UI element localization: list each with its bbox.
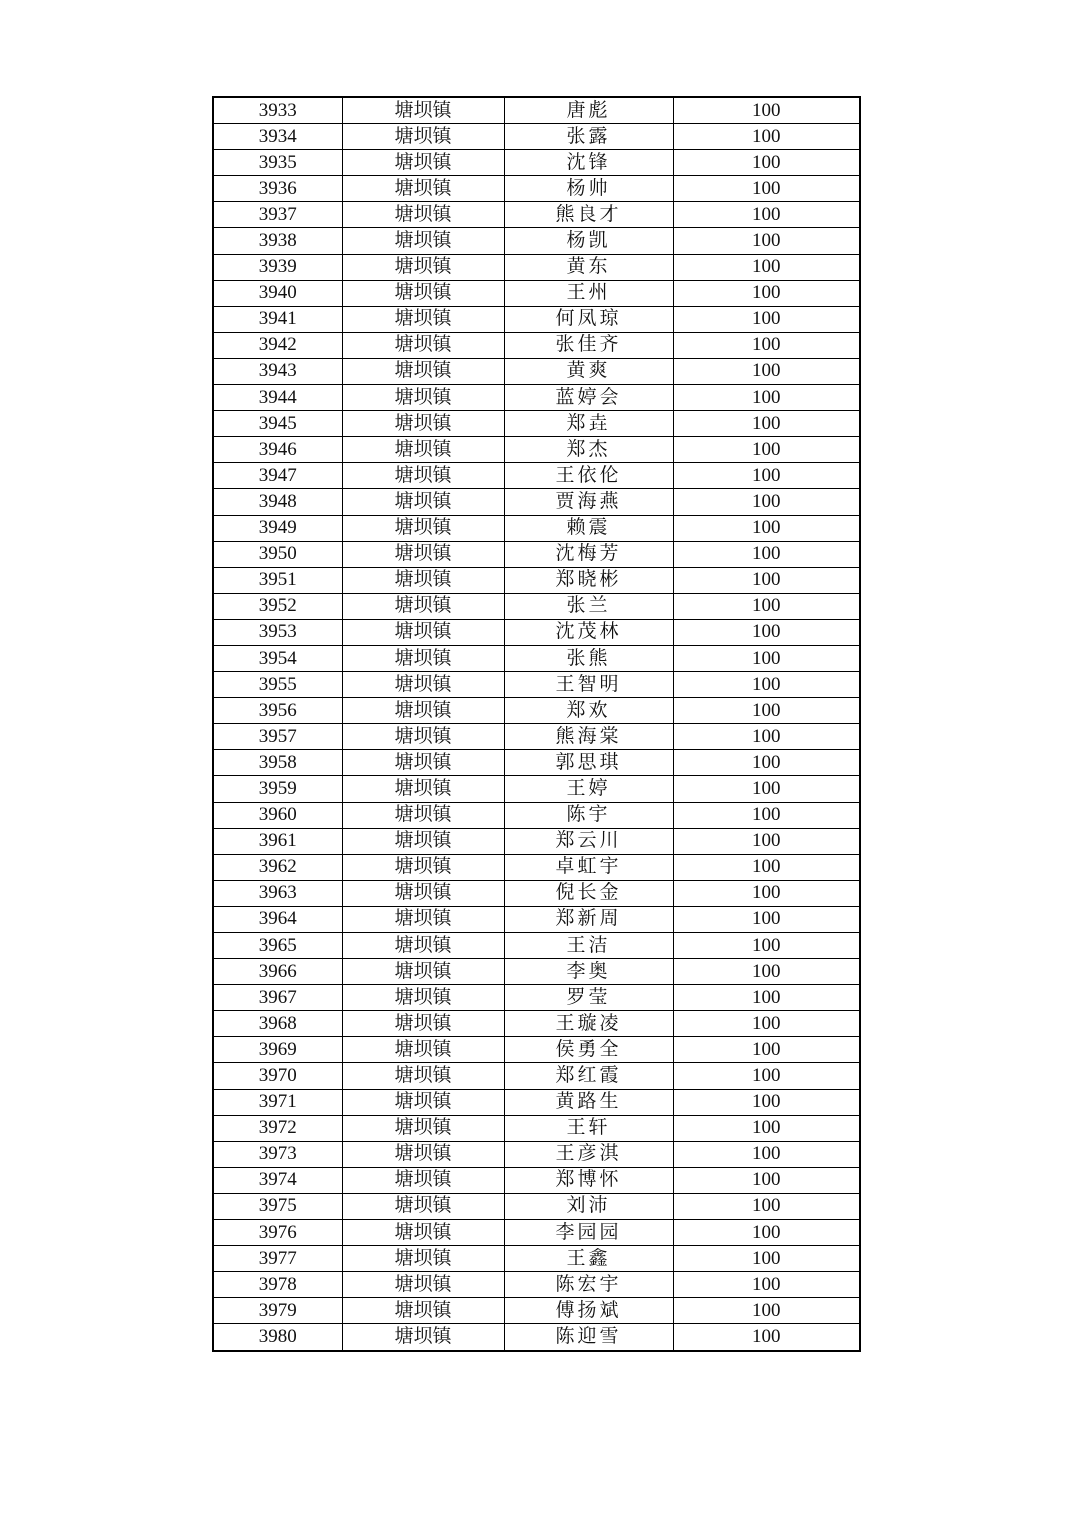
name-cell: 黄路生 (504, 1089, 673, 1115)
amount-cell: 100 (673, 1115, 860, 1141)
amount-cell: 100 (673, 933, 860, 959)
table-row (213, 489, 860, 515)
serial-number-cell: 3959 (213, 776, 342, 802)
table-row (213, 1141, 860, 1167)
serial-number-cell: 3980 (213, 1324, 342, 1351)
serial-number-cell: 3952 (213, 593, 342, 619)
serial-number-cell: 3971 (213, 1089, 342, 1115)
town-cell: 塘坝镇 (342, 1272, 504, 1298)
town-cell: 塘坝镇 (342, 385, 504, 411)
town-cell: 塘坝镇 (342, 1167, 504, 1193)
serial-number-cell: 3968 (213, 1011, 342, 1037)
table-row (213, 1167, 860, 1193)
amount-cell: 100 (673, 750, 860, 776)
town-cell: 塘坝镇 (342, 306, 504, 332)
amount-cell: 100 (673, 280, 860, 306)
serial-number-cell: 3954 (213, 645, 342, 671)
amount-cell: 100 (673, 802, 860, 828)
name-cell: 倪长金 (504, 880, 673, 906)
name-cell: 张熊 (504, 645, 673, 671)
town-cell: 塘坝镇 (342, 1011, 504, 1037)
serial-number-cell: 3960 (213, 802, 342, 828)
table-row (213, 1089, 860, 1115)
town-cell: 塘坝镇 (342, 254, 504, 280)
serial-number-cell: 3951 (213, 567, 342, 593)
town-cell: 塘坝镇 (342, 228, 504, 254)
name-cell: 张兰 (504, 593, 673, 619)
town-cell: 塘坝镇 (342, 645, 504, 671)
serial-number-cell: 3934 (213, 124, 342, 150)
town-cell: 塘坝镇 (342, 541, 504, 567)
amount-cell: 100 (673, 150, 860, 176)
table-row (213, 698, 860, 724)
name-cell: 郑垚 (504, 411, 673, 437)
table-row (213, 776, 860, 802)
serial-number-cell: 3972 (213, 1115, 342, 1141)
serial-number-cell: 3961 (213, 828, 342, 854)
table-row (213, 385, 860, 411)
amount-cell: 100 (673, 698, 860, 724)
town-cell: 塘坝镇 (342, 985, 504, 1011)
name-cell: 罗莹 (504, 985, 673, 1011)
town-cell: 塘坝镇 (342, 176, 504, 202)
name-cell: 熊海棠 (504, 724, 673, 750)
name-cell: 郑晓彬 (504, 567, 673, 593)
town-cell: 塘坝镇 (342, 1324, 504, 1351)
town-cell: 塘坝镇 (342, 906, 504, 932)
serial-number-cell: 3977 (213, 1246, 342, 1272)
serial-number-cell: 3979 (213, 1298, 342, 1324)
table-row (213, 332, 860, 358)
name-cell: 张露 (504, 124, 673, 150)
amount-cell: 100 (673, 1167, 860, 1193)
town-cell: 塘坝镇 (342, 280, 504, 306)
name-cell: 杨凯 (504, 228, 673, 254)
table-row (213, 306, 860, 332)
name-cell: 郑云川 (504, 828, 673, 854)
name-cell: 黄东 (504, 254, 673, 280)
town-cell: 塘坝镇 (342, 515, 504, 541)
table-row (213, 1037, 860, 1063)
table-row (213, 280, 860, 306)
town-cell: 塘坝镇 (342, 880, 504, 906)
name-cell: 王鑫 (504, 1246, 673, 1272)
town-cell: 塘坝镇 (342, 124, 504, 150)
serial-number-cell: 3943 (213, 358, 342, 384)
table-row (213, 1272, 860, 1298)
town-cell: 塘坝镇 (342, 332, 504, 358)
table-row (213, 1298, 860, 1324)
table-row (213, 150, 860, 176)
table-row (213, 750, 860, 776)
town-cell: 塘坝镇 (342, 202, 504, 228)
serial-number-cell: 3946 (213, 437, 342, 463)
serial-number-cell: 3978 (213, 1272, 342, 1298)
serial-number-cell: 3969 (213, 1037, 342, 1063)
town-cell: 塘坝镇 (342, 750, 504, 776)
serial-number-cell: 3936 (213, 176, 342, 202)
amount-cell: 100 (673, 385, 860, 411)
town-cell: 塘坝镇 (342, 97, 504, 124)
amount-cell: 100 (673, 124, 860, 150)
town-cell: 塘坝镇 (342, 358, 504, 384)
name-cell: 王智明 (504, 672, 673, 698)
roster-table (212, 96, 861, 1352)
amount-cell: 100 (673, 254, 860, 280)
serial-number-cell: 3940 (213, 280, 342, 306)
serial-number-cell: 3956 (213, 698, 342, 724)
serial-number-cell: 3962 (213, 854, 342, 880)
amount-cell: 100 (673, 228, 860, 254)
amount-cell: 100 (673, 202, 860, 228)
amount-cell: 100 (673, 1324, 860, 1351)
serial-number-cell: 3975 (213, 1193, 342, 1219)
table-row (213, 1063, 860, 1089)
amount-cell: 100 (673, 1246, 860, 1272)
name-cell: 王轩 (504, 1115, 673, 1141)
table-row (213, 437, 860, 463)
amount-cell: 100 (673, 619, 860, 645)
town-cell: 塘坝镇 (342, 593, 504, 619)
town-cell: 塘坝镇 (342, 567, 504, 593)
town-cell: 塘坝镇 (342, 1246, 504, 1272)
name-cell: 沈茂林 (504, 619, 673, 645)
amount-cell: 100 (673, 437, 860, 463)
town-cell: 塘坝镇 (342, 1141, 504, 1167)
amount-cell: 100 (673, 854, 860, 880)
amount-cell: 100 (673, 489, 860, 515)
name-cell: 郑新周 (504, 906, 673, 932)
table-row (213, 97, 860, 124)
amount-cell: 100 (673, 828, 860, 854)
amount-cell: 100 (673, 593, 860, 619)
town-cell: 塘坝镇 (342, 672, 504, 698)
table-row (213, 1011, 860, 1037)
roster-table-body (213, 97, 860, 1351)
name-cell: 王依伦 (504, 463, 673, 489)
name-cell: 陈迎雪 (504, 1324, 673, 1351)
table-row (213, 959, 860, 985)
name-cell: 卓虹宇 (504, 854, 673, 880)
serial-number-cell: 3963 (213, 880, 342, 906)
amount-cell: 100 (673, 515, 860, 541)
town-cell: 塘坝镇 (342, 1220, 504, 1246)
name-cell: 李奥 (504, 959, 673, 985)
amount-cell: 100 (673, 567, 860, 593)
table-row (213, 567, 860, 593)
town-cell: 塘坝镇 (342, 411, 504, 437)
town-cell: 塘坝镇 (342, 1089, 504, 1115)
name-cell: 傅扬斌 (504, 1298, 673, 1324)
table-row (213, 176, 860, 202)
table-row (213, 854, 860, 880)
amount-cell: 100 (673, 358, 860, 384)
name-cell: 王璇凌 (504, 1011, 673, 1037)
serial-number-cell: 3933 (213, 97, 342, 124)
serial-number-cell: 3966 (213, 959, 342, 985)
amount-cell: 100 (673, 1089, 860, 1115)
serial-number-cell: 3949 (213, 515, 342, 541)
name-cell: 王婷 (504, 776, 673, 802)
table-row (213, 672, 860, 698)
name-cell: 郑杰 (504, 437, 673, 463)
serial-number-cell: 3950 (213, 541, 342, 567)
name-cell: 何凤琼 (504, 306, 673, 332)
town-cell: 塘坝镇 (342, 619, 504, 645)
name-cell: 沈锋 (504, 150, 673, 176)
name-cell: 陈宇 (504, 802, 673, 828)
serial-number-cell: 3948 (213, 489, 342, 515)
amount-cell: 100 (673, 985, 860, 1011)
name-cell: 郑红霞 (504, 1063, 673, 1089)
serial-number-cell: 3958 (213, 750, 342, 776)
amount-cell: 100 (673, 463, 860, 489)
name-cell: 黄爽 (504, 358, 673, 384)
amount-cell: 100 (673, 906, 860, 932)
serial-number-cell: 3957 (213, 724, 342, 750)
amount-cell: 100 (673, 1193, 860, 1219)
serial-number-cell: 3941 (213, 306, 342, 332)
name-cell: 郑博怀 (504, 1167, 673, 1193)
name-cell: 熊良才 (504, 202, 673, 228)
table-row (213, 541, 860, 567)
town-cell: 塘坝镇 (342, 776, 504, 802)
serial-number-cell: 3945 (213, 411, 342, 437)
table-row (213, 1115, 860, 1141)
amount-cell: 100 (673, 959, 860, 985)
name-cell: 赖震 (504, 515, 673, 541)
serial-number-cell: 3953 (213, 619, 342, 645)
town-cell: 塘坝镇 (342, 1115, 504, 1141)
name-cell: 贾海燕 (504, 489, 673, 515)
amount-cell: 100 (673, 1272, 860, 1298)
serial-number-cell: 3955 (213, 672, 342, 698)
town-cell: 塘坝镇 (342, 1193, 504, 1219)
town-cell: 塘坝镇 (342, 1037, 504, 1063)
amount-cell: 100 (673, 672, 860, 698)
amount-cell: 100 (673, 97, 860, 124)
name-cell: 唐彪 (504, 97, 673, 124)
name-cell: 陈宏宇 (504, 1272, 673, 1298)
table-row (213, 1246, 860, 1272)
name-cell: 蓝婷会 (504, 385, 673, 411)
amount-cell: 100 (673, 880, 860, 906)
serial-number-cell: 3944 (213, 385, 342, 411)
amount-cell: 100 (673, 1141, 860, 1167)
serial-number-cell: 3937 (213, 202, 342, 228)
town-cell: 塘坝镇 (342, 437, 504, 463)
table-row (213, 933, 860, 959)
table-row (213, 124, 860, 150)
name-cell: 王洁 (504, 933, 673, 959)
table-row (213, 202, 860, 228)
serial-number-cell: 3942 (213, 332, 342, 358)
table-row (213, 411, 860, 437)
table-row (213, 1193, 860, 1219)
serial-number-cell: 3973 (213, 1141, 342, 1167)
table-row (213, 724, 860, 750)
name-cell: 刘沛 (504, 1193, 673, 1219)
serial-number-cell: 3974 (213, 1167, 342, 1193)
town-cell: 塘坝镇 (342, 489, 504, 515)
town-cell: 塘坝镇 (342, 1298, 504, 1324)
amount-cell: 100 (673, 332, 860, 358)
name-cell: 王州 (504, 280, 673, 306)
name-cell: 侯勇全 (504, 1037, 673, 1063)
name-cell: 张佳齐 (504, 332, 673, 358)
amount-cell: 100 (673, 306, 860, 332)
town-cell: 塘坝镇 (342, 802, 504, 828)
town-cell: 塘坝镇 (342, 1063, 504, 1089)
town-cell: 塘坝镇 (342, 698, 504, 724)
table-row (213, 619, 860, 645)
amount-cell: 100 (673, 645, 860, 671)
amount-cell: 100 (673, 176, 860, 202)
town-cell: 塘坝镇 (342, 724, 504, 750)
serial-number-cell: 3967 (213, 985, 342, 1011)
table-row (213, 802, 860, 828)
town-cell: 塘坝镇 (342, 959, 504, 985)
table-row (213, 645, 860, 671)
table-row (213, 593, 860, 619)
amount-cell: 100 (673, 541, 860, 567)
table-row (213, 254, 860, 280)
name-cell: 郭思琪 (504, 750, 673, 776)
amount-cell: 100 (673, 1063, 860, 1089)
town-cell: 塘坝镇 (342, 828, 504, 854)
name-cell: 郑欢 (504, 698, 673, 724)
table-row (213, 463, 860, 489)
town-cell: 塘坝镇 (342, 150, 504, 176)
amount-cell: 100 (673, 1037, 860, 1063)
table-row (213, 1324, 860, 1351)
serial-number-cell: 3965 (213, 933, 342, 959)
name-cell: 李园园 (504, 1220, 673, 1246)
serial-number-cell: 3938 (213, 228, 342, 254)
serial-number-cell: 3947 (213, 463, 342, 489)
table-row (213, 906, 860, 932)
amount-cell: 100 (673, 724, 860, 750)
serial-number-cell: 3970 (213, 1063, 342, 1089)
amount-cell: 100 (673, 1011, 860, 1037)
amount-cell: 100 (673, 776, 860, 802)
table-row (213, 828, 860, 854)
table-row (213, 985, 860, 1011)
table-row (213, 1220, 860, 1246)
table-row (213, 880, 860, 906)
name-cell: 王彦淇 (504, 1141, 673, 1167)
serial-number-cell: 3964 (213, 906, 342, 932)
table-row (213, 515, 860, 541)
serial-number-cell: 3939 (213, 254, 342, 280)
table-row (213, 358, 860, 384)
amount-cell: 100 (673, 1220, 860, 1246)
town-cell: 塘坝镇 (342, 854, 504, 880)
serial-number-cell: 3976 (213, 1220, 342, 1246)
town-cell: 塘坝镇 (342, 933, 504, 959)
name-cell: 沈梅芳 (504, 541, 673, 567)
amount-cell: 100 (673, 1298, 860, 1324)
table-row (213, 228, 860, 254)
amount-cell: 100 (673, 411, 860, 437)
serial-number-cell: 3935 (213, 150, 342, 176)
name-cell: 杨帅 (504, 176, 673, 202)
town-cell: 塘坝镇 (342, 463, 504, 489)
